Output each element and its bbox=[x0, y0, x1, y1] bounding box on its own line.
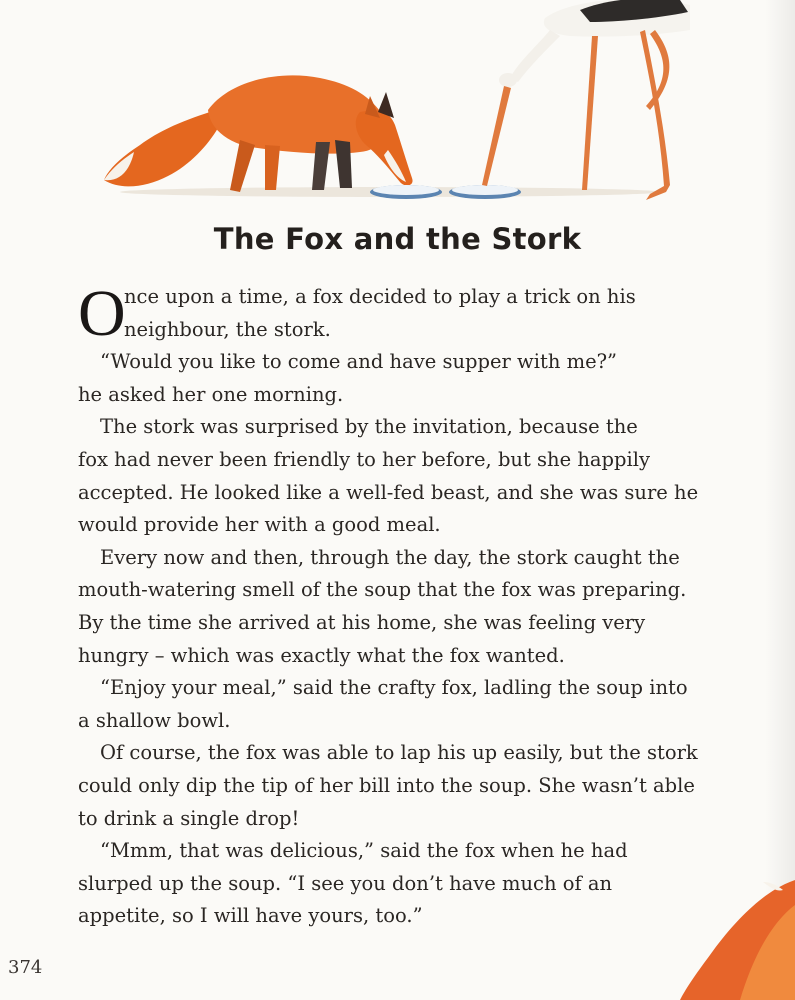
story-line: By the time she arrived at his home, she was feeling very bbox=[78, 610, 646, 634]
story-line: a shallow bowl. bbox=[78, 708, 231, 732]
story-title: The Fox and the Stork bbox=[213, 222, 582, 256]
story-line: neighbour, the stork. bbox=[124, 317, 331, 341]
story-line: nce upon a time, a fox decided to play a trick on his bbox=[124, 285, 636, 308]
story-line: could only dip the tip of her bill into the soup. She wasn’t able bbox=[78, 773, 695, 797]
page-edge-shadow bbox=[765, 0, 795, 1000]
story-line: slurped up the soup. “I see you don’t have much of an bbox=[78, 871, 613, 895]
story-line: “Would you like to come and have supper with me?” bbox=[100, 350, 618, 374]
fox-and-stork-illustration bbox=[90, 0, 690, 215]
story-paragraph bbox=[78, 835, 738, 933]
story-line: he asked her one morning. bbox=[78, 382, 344, 406]
story-line: hungry – which was exactly what the fox wanted. bbox=[78, 643, 565, 667]
fox-icon bbox=[104, 75, 413, 192]
drop-cap: O bbox=[78, 277, 126, 350]
story-line: accepted. He looked like a well-fed beast, and she was sure he bbox=[78, 480, 699, 504]
story-line: mouth-watering smell of the soup that the fox was preparing. bbox=[78, 578, 687, 602]
story-line: “Mmm, that was delicious,” said the fox when he had bbox=[100, 839, 628, 863]
story-line: fox had never been friendly to her before, but she happily bbox=[78, 447, 650, 471]
story-line: appetite, so I will have yours, too.” bbox=[78, 904, 423, 928]
story-line: would provide her with a good meal. bbox=[78, 513, 441, 537]
stork-icon bbox=[482, 0, 690, 200]
story-paragraph bbox=[78, 542, 738, 672]
story-paragraph bbox=[78, 411, 738, 541]
story-paragraph bbox=[78, 672, 738, 737]
story-line: Of course, the fox was able to lap his up easily, but the stork bbox=[100, 741, 698, 765]
story-line: “Enjoy your meal,” said the crafty fox, ladling the soup into bbox=[100, 676, 688, 700]
story-line: The stork was surprised by the invitation, because the bbox=[100, 415, 638, 439]
story-paragraph bbox=[78, 277, 738, 350]
story-paragraph bbox=[78, 737, 738, 835]
story-paragraph bbox=[78, 346, 738, 411]
story-line: Every now and then, through the day, the stork caught the bbox=[100, 545, 680, 569]
story-body bbox=[78, 277, 738, 933]
page-number: 374 bbox=[8, 957, 43, 978]
story-line: to drink a single drop! bbox=[78, 806, 300, 830]
